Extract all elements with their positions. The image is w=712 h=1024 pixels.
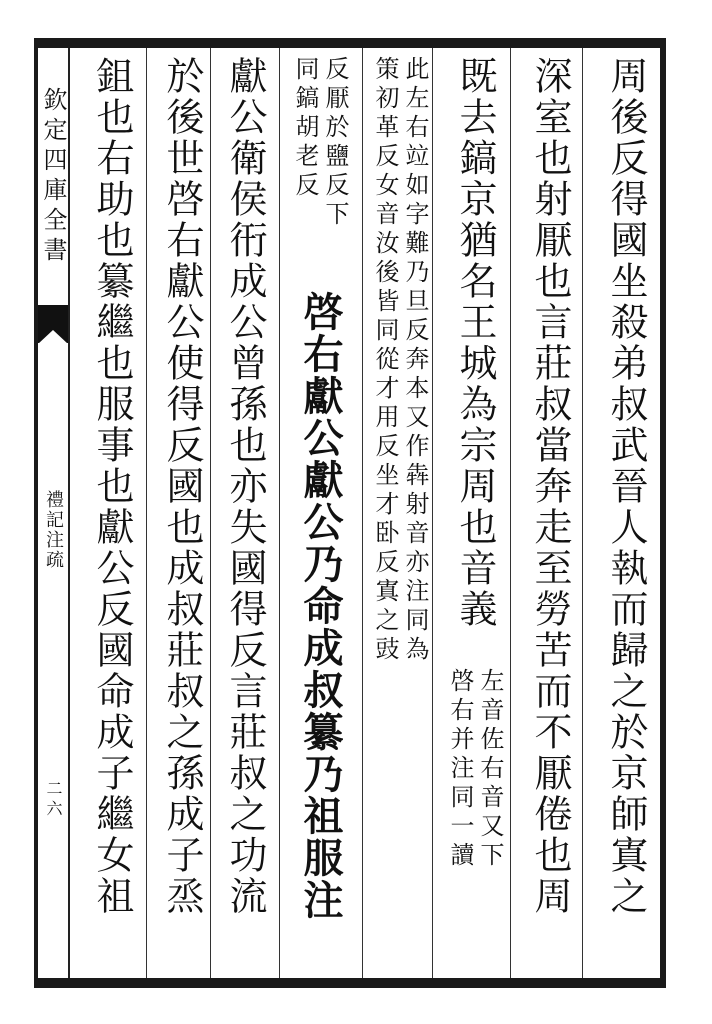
margin-book-title: 禮記注疏	[43, 490, 64, 570]
margin-divider	[68, 48, 70, 978]
text-column-4-note-left: 策初革反女音汝後皆同從才用反坐才卧反寘之豉	[371, 56, 399, 665]
text-column-5	[290, 56, 350, 971]
text-column-2: 深室也射厭也言莊叔當奔走至勞苦而不厭倦也周	[528, 56, 572, 917]
column-rule	[362, 48, 363, 978]
page-border-top	[34, 38, 664, 48]
column-rule	[582, 48, 583, 978]
column-rule	[432, 48, 433, 978]
text-column-8: 鉏也右助也纂繼也服事也獻公反國命成子繼女祖	[90, 56, 134, 917]
column-rule	[279, 48, 280, 978]
page-border-bottom	[34, 978, 664, 988]
margin-collection-title: 欽定四庫全書	[39, 87, 67, 267]
margin-page-number: 二六	[44, 780, 63, 820]
column-rule	[146, 48, 147, 978]
text-column-1: 周後反得國坐殺弟叔武晉人執而歸之於京師寘之	[604, 56, 648, 917]
text-column-5-main: 啓右獻公獻公乃命成叔纂乃祖服注	[297, 291, 344, 921]
text-column-3-main: 既去鎬京猶名王城為宗周也音義	[453, 56, 497, 630]
text-column-5-note-left: 同鎬胡老反	[291, 56, 319, 201]
text-column-7: 於後世啓右獻公使得反國也成叔莊叔之孫成子烝	[160, 56, 204, 917]
text-column-3-note-right: 左音佐右音又下	[476, 668, 504, 871]
text-column-3	[445, 56, 505, 971]
text-column-3-note-left: 啓右并注同一讀	[446, 668, 474, 871]
page-border-right	[660, 38, 666, 988]
text-column-6: 獻公衛侯衎成公曾孫也亦失國得反言莊叔之功流	[223, 56, 267, 917]
text-column-4	[370, 56, 430, 971]
column-rule	[510, 48, 511, 978]
text-column-4-note-right: 此左右竝如字難乃旦反奔本又作犇射音亦注同為	[401, 56, 429, 665]
text-column-5-note-right: 反厭於鹽反下	[321, 56, 349, 230]
